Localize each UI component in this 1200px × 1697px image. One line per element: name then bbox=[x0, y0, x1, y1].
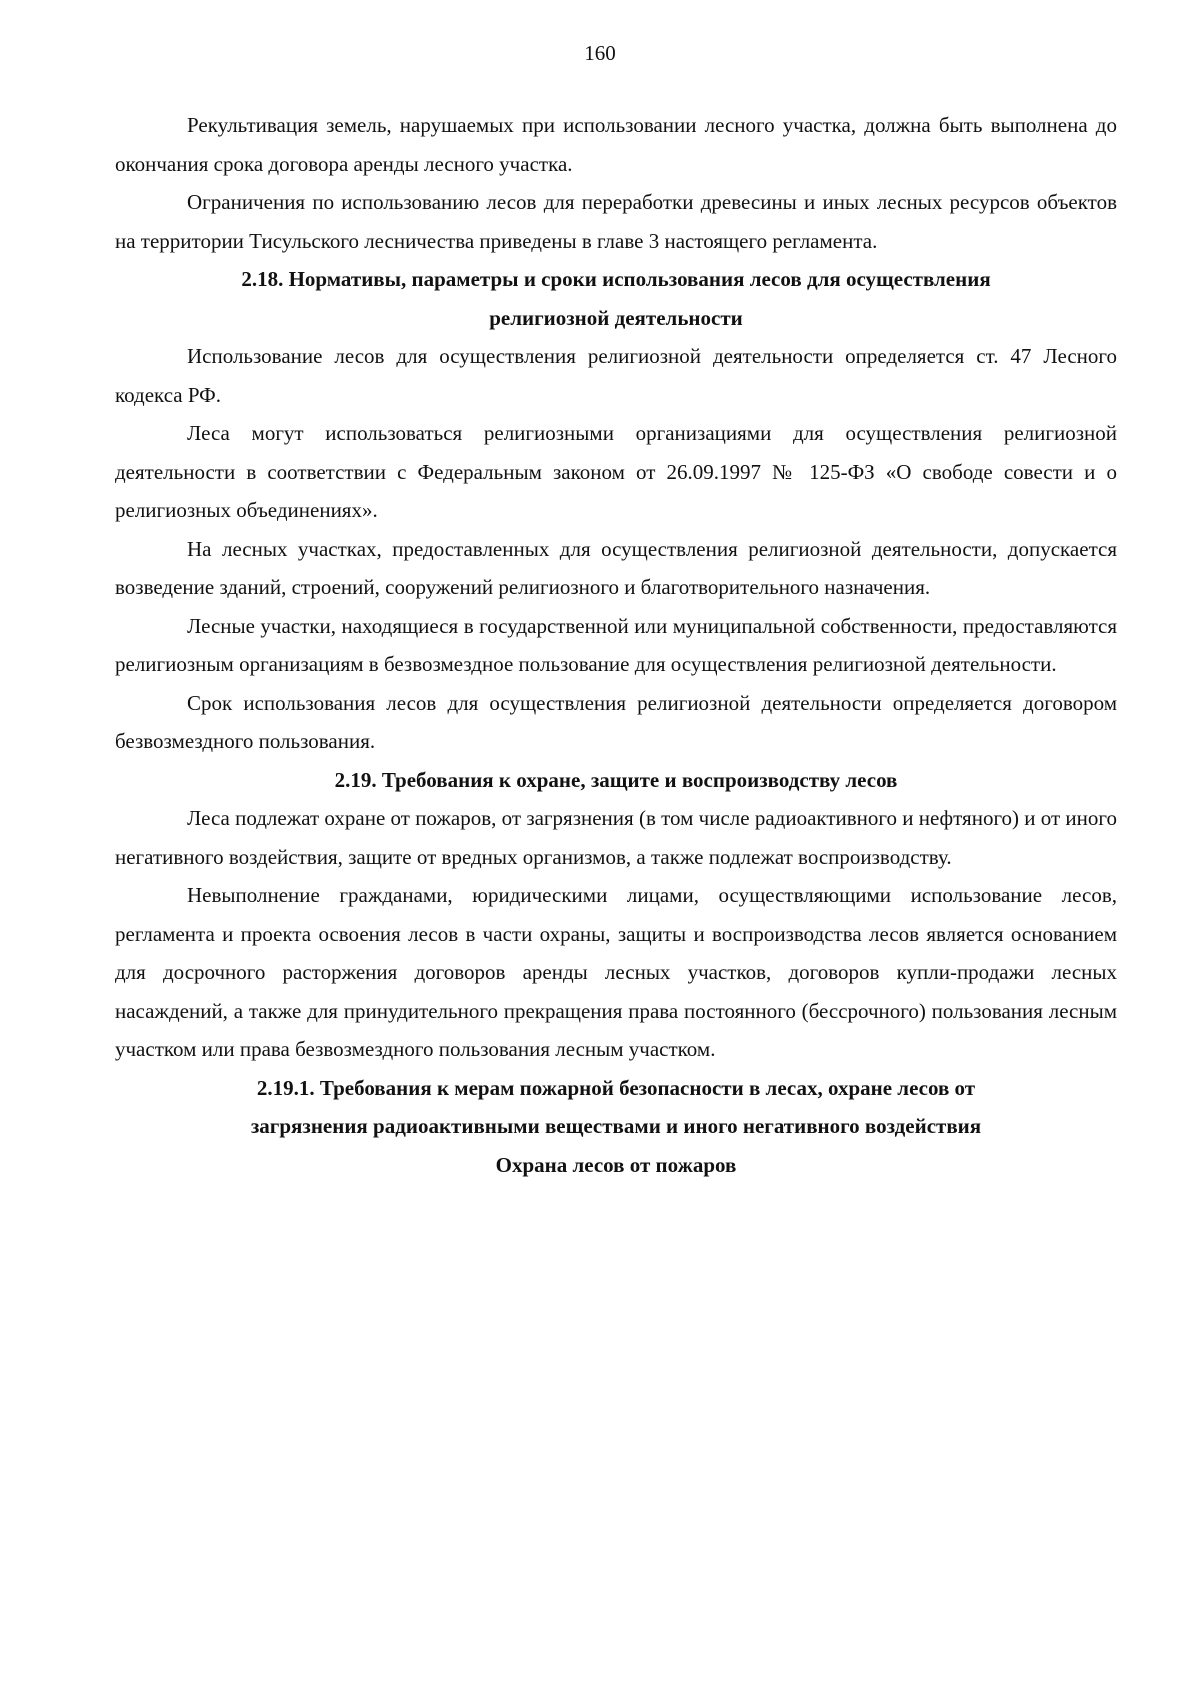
paragraph-processing-restrictions: Ограничения по использованию лесов для переработки древесины и иных лесных ресурсов объектов на территории Тисульского лесничества приведены в главе 3 настоящего регламента. bbox=[115, 190, 1117, 253]
paragraph-use-term: Срок использования лесов для осуществления религиозной деятельности определяется договором безвозмездного пользования. bbox=[115, 690, 1117, 753]
paragraph-forest-protection: Леса подлежат охране от пожаров, от загрязнения (в том числе радиоактивного и нефтяного) и от иного негативного воздействия, защите от вредных организмов, а также подлежат воспроизводству. bbox=[115, 806, 1117, 869]
section-heading-2-18 bbox=[115, 260, 1117, 337]
paragraph-religious-use-article: Использование лесов для осуществления религиозной деятельности определяется ст. 47 Лесного кодекса РФ. bbox=[115, 344, 1117, 407]
section-heading-2-19-1-line2: загрязнения радиоактивными веществами и иного негативного воздействия bbox=[250, 1114, 982, 1138]
paragraph-religious-organizations: Леса могут использоваться религиозными организациями для осуществления религиозной деятельности в соответствии с Федеральным законом от 26.09.1997 № 125-ФЗ «О свободе совести и о религиозных объединениях». bbox=[115, 421, 1117, 522]
paragraph-free-use: Лесные участки, находящиеся в государственной или муниципальной собственности, предоставляются религиозным организациям в безвозмездное пользование для осуществления религиозной деятельности. bbox=[115, 613, 1117, 676]
paragraph-land-reclamation: Рекультивация земель, нарушаемых при использовании лесного участка, должна быть выполнена до окончания срока договора аренды лесного участка. bbox=[115, 113, 1117, 176]
section-heading-2-19: 2.19. Требования к охране, защите и воспроизводству лесов bbox=[334, 767, 898, 792]
section-heading-2-18-line2: религиозной деятельности bbox=[489, 305, 743, 330]
section-heading-2-18-line1: 2.18. Нормативы, параметры и сроки использования лесов для осуществления bbox=[241, 267, 991, 291]
paragraph-construction-allowed: На лесных участках, предоставленных для осуществления религиозной деятельности, допускается возведение зданий, строений, сооружений религиозного и благотворительного назначения. bbox=[115, 536, 1117, 599]
section-heading-2-19-1-line1: 2.19.1. Требования к мерам пожарной безопасности в лесах, охране лесов от bbox=[256, 1075, 976, 1100]
section-heading-2-19-1 bbox=[115, 1069, 1117, 1146]
page-number: 160 bbox=[584, 41, 616, 65]
document-body bbox=[115, 106, 1117, 1184]
subheading-fire-protection: Охрана лесов от пожаров bbox=[495, 1152, 737, 1177]
paragraph-non-compliance: Невыполнение гражданами, юридическими лицами, осуществляющими использование лесов, регламента и проекта освоения лесов в части охраны, защиты и воспроизводства лесов является основанием для досрочного расторжения договоров аренды лесных участков, договоров купли-продажи лесных насаждений, а также для принудительного прекращения права постоянного (бессрочного) пользования лесным участком или права безвозмездного пользования лесным участком. bbox=[115, 883, 1117, 1061]
